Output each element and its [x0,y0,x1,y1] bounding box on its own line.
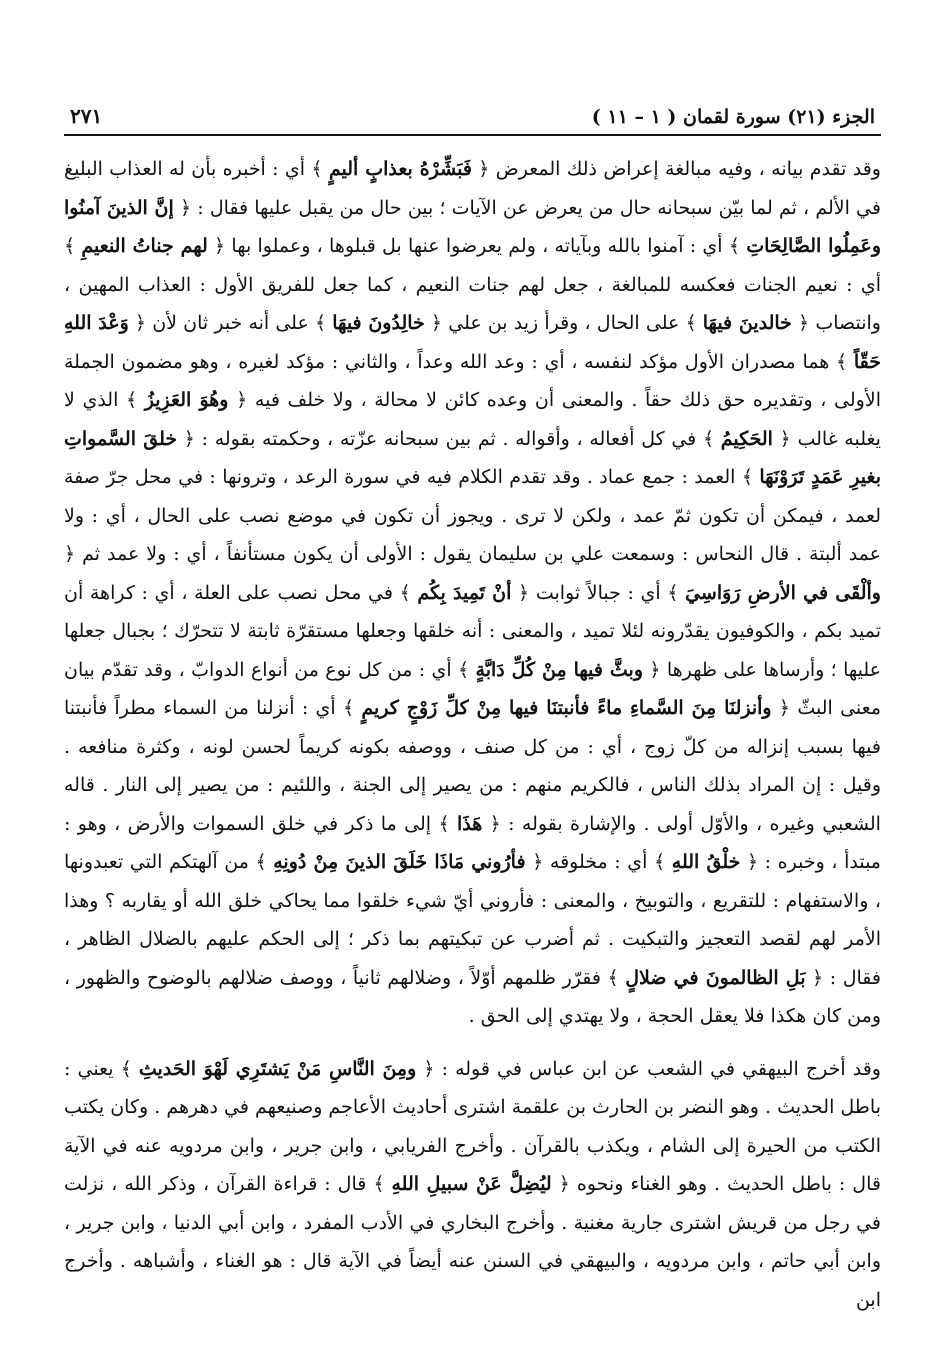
quran-quote [400,582,530,604]
quote-text: خالدينَ فيهَا [702,312,792,334]
quran-quote [373,1173,570,1195]
quran-quote [256,851,544,873]
text-body [64,150,881,1319]
quote-bracket-open: ﴿ [772,427,791,450]
quote-text: خلقَ السَّمواتِ بغيرِ عَمَدٍ تَرَوْنَهَا [64,427,881,488]
quran-quote [126,389,247,411]
quote-bracket-open: ﴿ [416,1057,435,1080]
quran-quote [685,312,809,334]
text-run: وقد أخرج البيهقي في الشعب عن ابن عباس في قوله : [434,1057,881,1080]
text-run: على أنه خبر ثان لأن [146,312,315,334]
quote-bracket-open: ﴿ [791,312,810,334]
quote-bracket-close: ﴾ [399,581,418,604]
quote-text: وهُوَ العَزِيزُ [144,389,229,411]
quote-bracket-open: ﴿ [771,697,791,719]
header-title: الجزء (٢١) سورة لقمان ( ١ – ١١ ) [591,106,875,128]
quran-quote [654,851,758,873]
quran-quote [311,158,489,180]
quote-bracket-close: ﴾ [728,235,747,257]
text-run: يعني : باطل الحديث . وهو النضر بن الحارث بن علقمة اشترى أحاديث الأعاجم وصنيعهم في دهرهم . وكان يكتب الكتب من الحيرة إلى الشام ، ويكذب بالقرآن . وأخرج الفريابي ، وابن جرير ، وابن مردويه عنه في الآية قال : باطل الحديث . وهو الغناء ونحوه [64,1057,881,1195]
text-run: في محل نصب على العلة ، أي : كراهة أن تميد بكم ، والكوفيون يقدّرونه لئلا تميد ، والمعنى : أنه خلقها وجعلها مستقرّة ثابتة لا تتحرّك ؛ بجبال جعلها عليها ؛ وأرساها على ظهرها [64,581,881,681]
quote-text: فأرُوني مَاذَا خَلَقَ الذينَ مِنْ دُونِهِ [273,851,526,873]
quote-bracket-open: ﴿ [128,312,147,334]
quote-text: وبثَّ فيها مِنْ كُلِّ دَابَّةٍ [475,658,644,681]
quote-text: وَعْدَ اللهِ حَقّاً [64,312,881,373]
quote-text: هَذَا [456,812,483,835]
text-run: على الحال ، وقرأ زيد بن علي [442,312,686,334]
quote-bracket-open: ﴿ [471,158,490,180]
text-run: من آلهتكم التي تعبدونها ، والاستفهام : للتقريع ، والتوبيخ ، والمعنى : فأروني أيّ شيء خلقوا مما يحاكي خلق الله أو يقاربه ؟ وهذا الأمر لهم لقصد التعجيز والتبكيت . ثم أضرب عن تبكيتهم بما ذكر ؛ إلى الحكم عليهم بالضلال الظاهر ، فقال : [64,851,881,989]
text-run: في كل أفعاله ، وأقواله . ثم بين سبحانه عزّته ، وحكمته بقوله : [194,427,703,450]
quote-text: ليُضِلَّ عَنْ سبيلِ اللهِ [391,1173,552,1195]
quote-text: خلْقُ اللهِ [671,851,741,873]
text-run: أي : جبالاً ثوابت [529,581,668,604]
quote-bracket-close: ﴾ [835,350,854,373]
quote-bracket-open: ﴿ [551,1173,570,1195]
quote-bracket-open: ﴿ [173,196,192,219]
text-run: أي : آمنوا بالله وبآياته ، ولم يعرضوا عنها بل قبلوها ، وعملوا بها [225,235,729,257]
quote-bracket-close: ﴾ [126,389,145,411]
quote-bracket-close: ﴾ [654,851,672,873]
quote-text: الحَكِيمُ [720,427,773,450]
quote-text: إنَّ الذينَ آمنُوا وعَمِلُوا الصَّالِحَاتِ [64,196,881,257]
page-number: ٢٧١ [70,104,103,128]
text-run: أي : أنزلنا من السماء مطراً فأنبتنا فيها بسبب إنزاله من كلّ زوج ، أي : من كل صنف ، ووصفه بكونه كريماً لحسن لونه ، وكثرة منافعه . وقيل : إن المراد بذلك الناس ، فالكريم منهم : من يصير إلى الجنة ، واللئيم : من يصير إلى النار . قاله الشعبي وغيره ، والأوّل أولى . والإشارة بقوله : [64,697,881,835]
quote-bracket-close: ﴾ [311,158,329,180]
quote-bracket-open: ﴿ [228,389,248,411]
quote-bracket-close: ﴾ [607,966,626,989]
quran-quote [315,312,442,334]
text-run: أي : مخلوقه [543,851,655,873]
quote-bracket-close: ﴾ [741,466,760,488]
quote-bracket-close: ﴾ [64,235,82,257]
quote-bracket-close: ﴾ [458,658,476,681]
quote-bracket-open: ﴿ [643,658,661,681]
quote-bracket-close: ﴾ [702,427,721,450]
quran-quote [458,659,660,681]
text-run: أي : نعيم الجنات فعكسه للمبالغة ، جعل لهم جنات النعيم ، كما جعل للفريق الأول : العذاب المهين ، وانتصاب [64,273,881,334]
quote-bracket-close: ﴾ [438,812,457,835]
text-run: فقرّر ظلمهم أوّلاً ، وضلالهم ثانياً ، ووصف ضلالهم بالوضوح والظهور ، ومن كان هكذا فلا يعقل الحجة ، ولا يهتدي إلى الحق . [64,966,881,1027]
text-run: قال : قراءة القرآن ، وذكر الله ، نزلت في رجل من قريش اشترى جارية مغنية . وأخرج البخاري في الأدب المفرد ، وابن أبي الدنيا ، وابن جرير ، وابن أبي حاتم ، وابن مردويه ، والبيهقي في السنن عنه أيضاً في الآية قال : هو الغناء ، وأشباهه . وأخرج ابن [64,1173,881,1311]
quote-text: لهم جناتُ النعيمِ [81,235,208,257]
quote-text: وألْقَى في الأرضِ رَوَاسِيَ [685,581,881,604]
quote-bracket-close: ﴾ [667,581,686,604]
quote-bracket-open: ﴿ [511,581,530,604]
quote-text: فَبَشِّرْهُ بعذابٍ أليمٍ [328,158,472,180]
quote-bracket-close: ﴾ [314,312,333,334]
quote-bracket-open: ﴿ [482,812,501,835]
quote-bracket-close: ﴾ [373,1173,392,1195]
quran-quote [608,967,824,989]
text-run: هما مصدران الأول مؤكد لنفسه ، أي : وعد الله وعداً ، والثاني : مؤكد لغيره ، وهو مضمون الجملة الأولى ، وتقديره حق ذلك حقاً . والمعنى أن وعده كائن لا محالة ، ولا خلف فيه [64,350,881,411]
text-run: الذي لا يغلبه غالب [64,389,881,450]
quote-bracket-open: ﴿ [64,543,76,565]
quote-text: أنْ تَمِيدَ بِكُم [417,581,512,604]
text-run: العمد : جمع عماد . وقد تقدم الكلام فيه في سورة الرعد ، وترونها : في محل جرّ صفة لعمد ، فيمكن أن تكون ثمّ عمد ، ولكن لا ترى . ويجوز أن تكون في موضع نصب على الحال ، أي : ولا عمد ألبتة . قال النحاس : وسمعت علي بن سليمان يقول : الأولى أن يكون مستأنفاً ، أي : ولا عمد ثم [64,466,881,565]
quote-bracket-open: ﴿ [525,851,544,873]
running-header [64,96,881,136]
quote-bracket-open: ﴿ [424,312,443,334]
text-run: أي : من كل نوع من أنواع الدوابّ ، وقد تقدّم بيان معنى البثّ [64,658,881,719]
paragraph [64,150,881,1036]
quote-text: ومِنَ النَّاسِ مَنْ يَشتَرِي لَهْوَ الحَديثِ [138,1057,417,1080]
quote-bracket-open: ﴿ [740,851,759,873]
quote-bracket-open: ﴿ [177,427,195,450]
quote-text: بَلِ الظالمونَ في ضلالٍ [625,966,806,989]
quran-quote [64,235,225,257]
quran-quote [703,428,791,450]
paragraph [64,1050,881,1320]
quote-bracket-close: ﴾ [120,1057,139,1080]
text-run: إلى ما ذكر في خلق السموات والأرض ، وهو : مبتدأ ، وخبره : [64,812,881,873]
quote-bracket-close: ﴾ [685,312,703,334]
quran-quote [121,1058,435,1080]
quote-text: وأنزلنَا مِنَ السَّماءِ ماءً فأنبتنَا فيها مِنْ كلِّ زَوْجٍ كريمٍ [361,697,772,719]
quote-bracket-close: ﴾ [342,697,362,719]
quote-text: خالِدُونَ فيهَا [332,312,425,334]
quote-bracket-close: ﴾ [255,851,274,873]
text-run: وقد تقدم بيانه ، وفيه مبالغة إعراض ذلك المعرض [489,158,881,180]
quote-bracket-open: ﴿ [805,966,824,989]
text-run: أي : أخبره بأن له العذاب البليغ في الألم ، ثم لما بيّن سبحانه حال من يعرض عن الآيات ؛ بين حال من يقبل عليها فقال : [64,158,881,219]
quran-quote [438,813,500,835]
quote-bracket-open: ﴿ [207,235,226,257]
quran-quote [343,697,790,719]
